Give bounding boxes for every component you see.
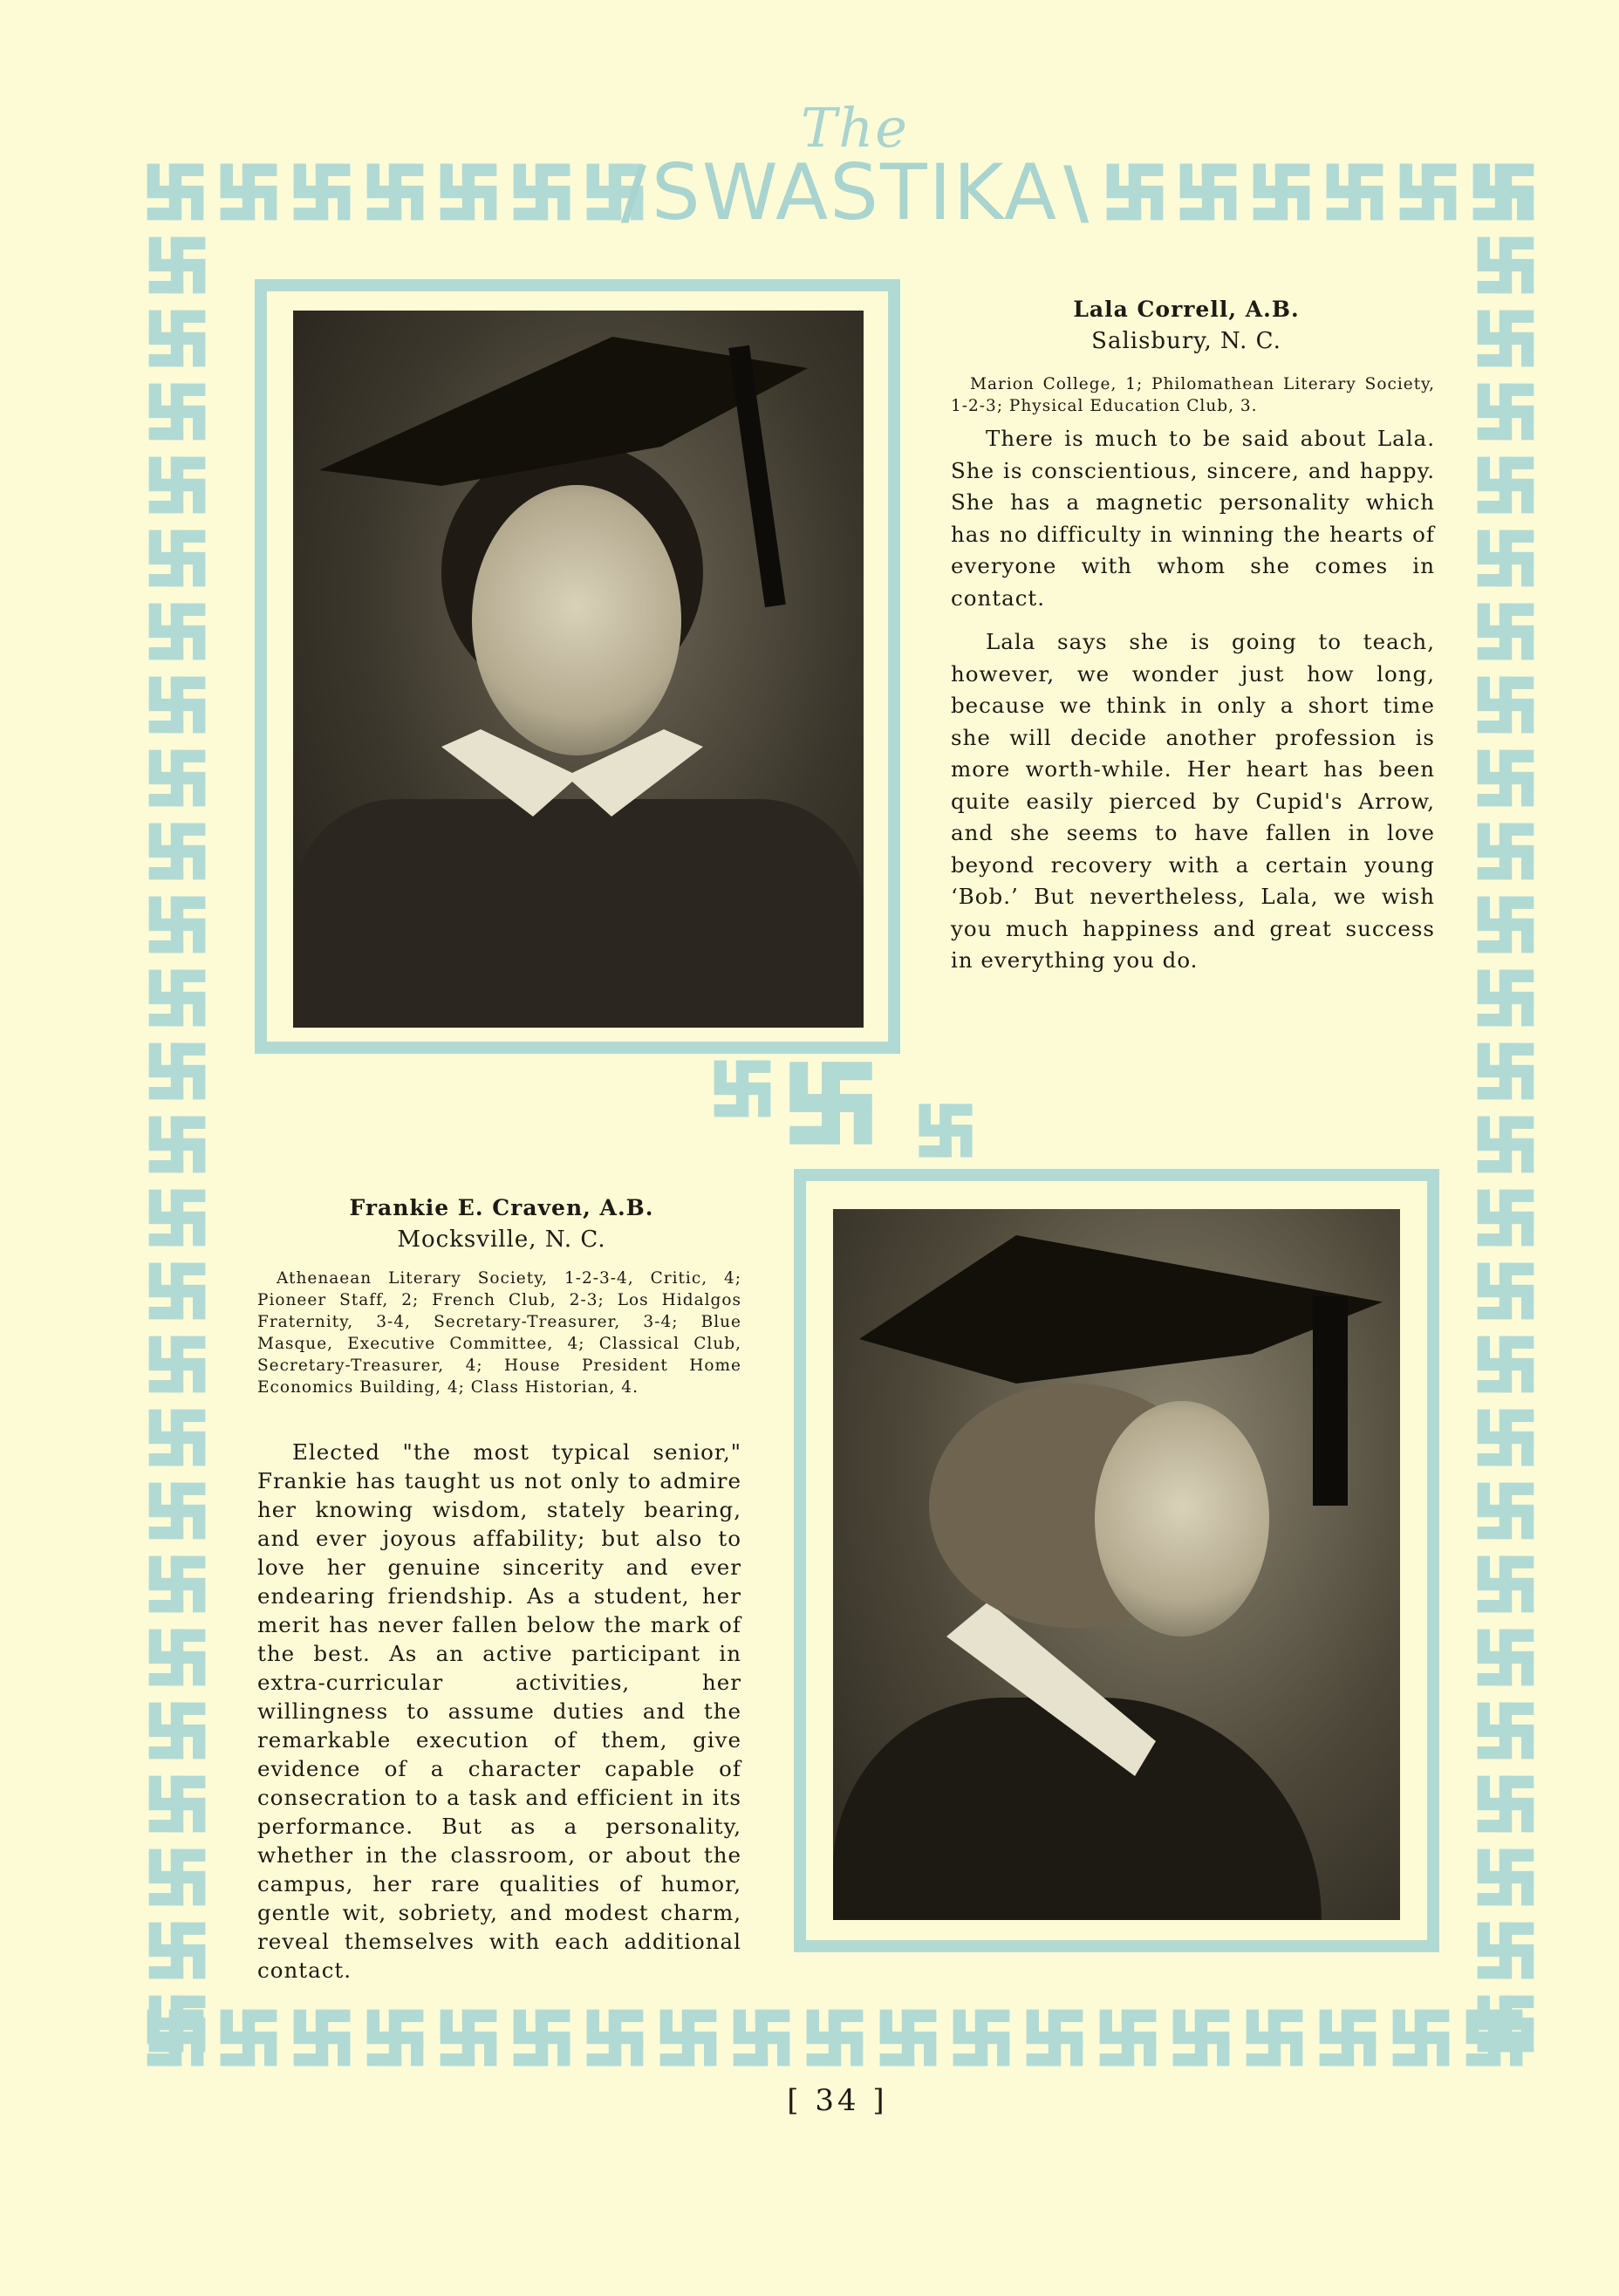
entry-1-hometown: Salisbury, N. C. <box>1091 328 1281 354</box>
fylfot-ornament-icon <box>146 527 208 590</box>
fylfot-ornament-icon <box>146 234 208 297</box>
fylfot-ornament-icon <box>1474 1479 1537 1542</box>
fylfot-ornament-icon <box>146 1479 208 1542</box>
entry-1-bio-paragraph-2: Lala says she is going to teach, however, we wonder just how long, because we think in only a short time she will decide another profession is more worth-while. Her heart has been quite easily pierced by Cupid's Arrow, and she seems to have fallen in love beyond recovery with a certain young ‘Bob.’ But nevertheless, Lala, we wish you much happiness and great success in everything you do. <box>951 629 1435 973</box>
fylfot-ornament-icon <box>803 2006 866 2069</box>
masthead-slash-left: / <box>620 151 646 233</box>
portrait-photo-1 <box>293 311 864 1028</box>
fylfot-ornament-icon <box>1170 2006 1233 2069</box>
fylfot-ornament-icon <box>146 380 208 443</box>
entry-2-bio-paragraph-1: Elected "the most typical senior," Frankie has taught us not only to admire her knowing wisdom, stately bearing, and ever joyous affability; but also to love her genuine sincerity and ever endearing friendship. As a student, her merit has never fallen below the mark of the best. As an active participant in extra-curricular activities, her willingness to assume duties and the remarkable execution of them, give evidence of a character capable of consecration to a task and efficient in its performance. But as a personality, whether in the classroom, or about the campus, her rare qualities of humor, gentle wit, sobriety, and modest charm, reveal themselves with each additional contact. <box>257 1439 741 1983</box>
fylfot-ornament-icon <box>146 673 208 736</box>
fylfot-ornament-icon <box>1474 1040 1537 1103</box>
fylfot-ornament-icon <box>510 161 573 223</box>
fylfot-ornament-icon <box>144 2006 207 2069</box>
fylfot-ornament-icon <box>146 1113 208 1176</box>
fylfot-ornament-icon <box>1474 307 1537 370</box>
fylfot-ornament-icon <box>1474 820 1537 883</box>
fylfot-ornament-icon <box>146 1773 208 1835</box>
fylfot-ornament-icon <box>437 2006 500 2069</box>
fylfot-ornament-icon <box>146 1406 208 1469</box>
fylfot-ornament-icon <box>1103 161 1166 223</box>
fylfot-ornament-icon <box>1474 161 1537 223</box>
fylfot-ornament-icon <box>1474 1406 1537 1469</box>
fylfot-ornament-icon <box>1323 161 1386 223</box>
fylfot-ornament-icon <box>144 161 207 223</box>
fylfot-ornament-icon <box>290 161 353 223</box>
fylfot-ornament-icon <box>1474 1846 1537 1909</box>
fylfot-ornament-icon <box>364 161 427 223</box>
fylfot-ornament-icon <box>146 1919 208 1982</box>
fylfot-ornament-icon <box>146 967 208 1029</box>
entry-1-bio <box>951 423 1435 989</box>
fylfot-ornament-icon <box>146 1626 208 1689</box>
fylfot-ornament-icon <box>146 820 208 883</box>
fylfot-ornament-icon <box>146 1846 208 1909</box>
entry-1-bio-paragraph-1: There is much to be said about Lala. She is conscientious, sincere, and happy. She has a magnetic personality which has no difficulty in winning the hearts of everyone with whom she comes in contact. <box>951 426 1435 611</box>
fylfot-ornament-icon <box>1397 161 1459 223</box>
entry-2-hometown: Mocksville, N. C. <box>397 1227 606 1253</box>
fylfot-ornament-icon <box>1474 234 1537 297</box>
fylfot-ornament-icon <box>1474 1699 1537 1762</box>
page-number: [ 34 ] <box>787 2083 888 2118</box>
fylfot-ornament-icon <box>217 2006 280 2069</box>
fylfot-ornament-icon <box>1474 600 1537 663</box>
fylfot-ornament-icon <box>1474 1553 1537 1616</box>
fylfot-ornament-icon <box>1474 1773 1537 1835</box>
masthead-slash-right: \ <box>1063 151 1090 233</box>
fylfot-ornament-icon <box>364 2006 427 2069</box>
entry-2-activities: Athenaean Literary Society, 1-2-3-4, Critic, 4; Pioneer Staff, 2; French Club, 2-3; Los Hidalgos Fraternity, 3-4, Secretary-Treasurer, 3-4; Blue Masque, Executive Committee, 4; Classical Club, Secretary-Treasurer, 4; House President Home Economics Building, 4; Class Historian, 4. <box>257 1269 741 1397</box>
fylfot-ornament-icon <box>146 1699 208 1762</box>
fylfot-ornament-icon <box>950 2006 1013 2069</box>
entry-2-bio <box>257 1438 741 1997</box>
fylfot-ornament-icon <box>1474 1626 1537 1689</box>
fylfot-ornament-icon <box>1474 1260 1537 1322</box>
fylfot-ornament-icon <box>877 2006 939 2069</box>
fylfot-ornament-icon <box>1474 454 1537 516</box>
fylfot-ornament-icon <box>1474 1186 1537 1249</box>
fylfot-ornament-icon <box>1474 380 1537 443</box>
masthead-the: The <box>801 96 909 160</box>
fylfot-ornament-icon <box>1023 2006 1086 2069</box>
fylfot-ornament-icon <box>146 307 208 370</box>
fylfot-ornament-icon <box>584 2006 646 2069</box>
entry-2-name: Frankie E. Craven, A.B. <box>349 1195 654 1220</box>
masthead-title: SWASTIKA <box>651 147 1059 237</box>
fylfot-ornament-icon <box>510 2006 573 2069</box>
fylfot-ornament-icon <box>1096 2006 1159 2069</box>
fylfot-ornament-icon <box>1316 2006 1379 2069</box>
fylfot-ornament-icon <box>1474 1919 1537 1982</box>
entry-1-activities: Marion College, 1; Philomathean Literary Society, 1-2-3; Physical Education Club, 3. <box>951 375 1435 415</box>
fylfot-ornament-icon <box>711 1057 774 1120</box>
fylfot-ornament-icon <box>146 1553 208 1616</box>
fylfot-ornament-icon <box>916 1101 975 1160</box>
fylfot-ornament-icon <box>657 2006 720 2069</box>
fylfot-ornament-icon <box>217 161 280 223</box>
fylfot-ornament-icon <box>146 1333 208 1396</box>
fylfot-ornament-icon <box>437 161 500 223</box>
fylfot-ornament-icon <box>1474 967 1537 1029</box>
fylfot-ornament-icon <box>1474 747 1537 810</box>
fylfot-ornament-icon <box>730 2006 793 2069</box>
fylfot-ornament-icon <box>290 2006 353 2069</box>
entry-1-name: Lala Correll, A.B. <box>1073 297 1300 322</box>
fylfot-ornament-icon <box>1474 1113 1537 1176</box>
masthead <box>611 147 1099 237</box>
fylfot-ornament-icon <box>1474 673 1537 736</box>
fylfot-ornament-icon <box>146 1186 208 1249</box>
fylfot-ornament-icon <box>1474 893 1537 956</box>
fylfot-ornament-icon <box>146 1040 208 1103</box>
fylfot-ornament-icon <box>1243 2006 1306 2069</box>
fylfot-ornament-icon <box>146 600 208 663</box>
fylfot-ornament-icon <box>146 747 208 810</box>
fylfot-ornament-icon <box>146 893 208 956</box>
fylfot-ornament-icon <box>146 454 208 516</box>
fylfot-ornament-icon <box>1390 2006 1452 2069</box>
fylfot-ornament-icon <box>1250 161 1313 223</box>
fylfot-ornament-icon <box>1177 161 1240 223</box>
fylfot-ornament-icon <box>146 1260 208 1322</box>
fylfot-ornament-icon <box>1463 2006 1526 2069</box>
fylfot-ornament-icon <box>785 1057 877 1149</box>
fylfot-ornament-icon <box>1474 1333 1537 1396</box>
fylfot-ornament-icon <box>1474 527 1537 590</box>
portrait-photo-2 <box>833 1209 1400 1920</box>
